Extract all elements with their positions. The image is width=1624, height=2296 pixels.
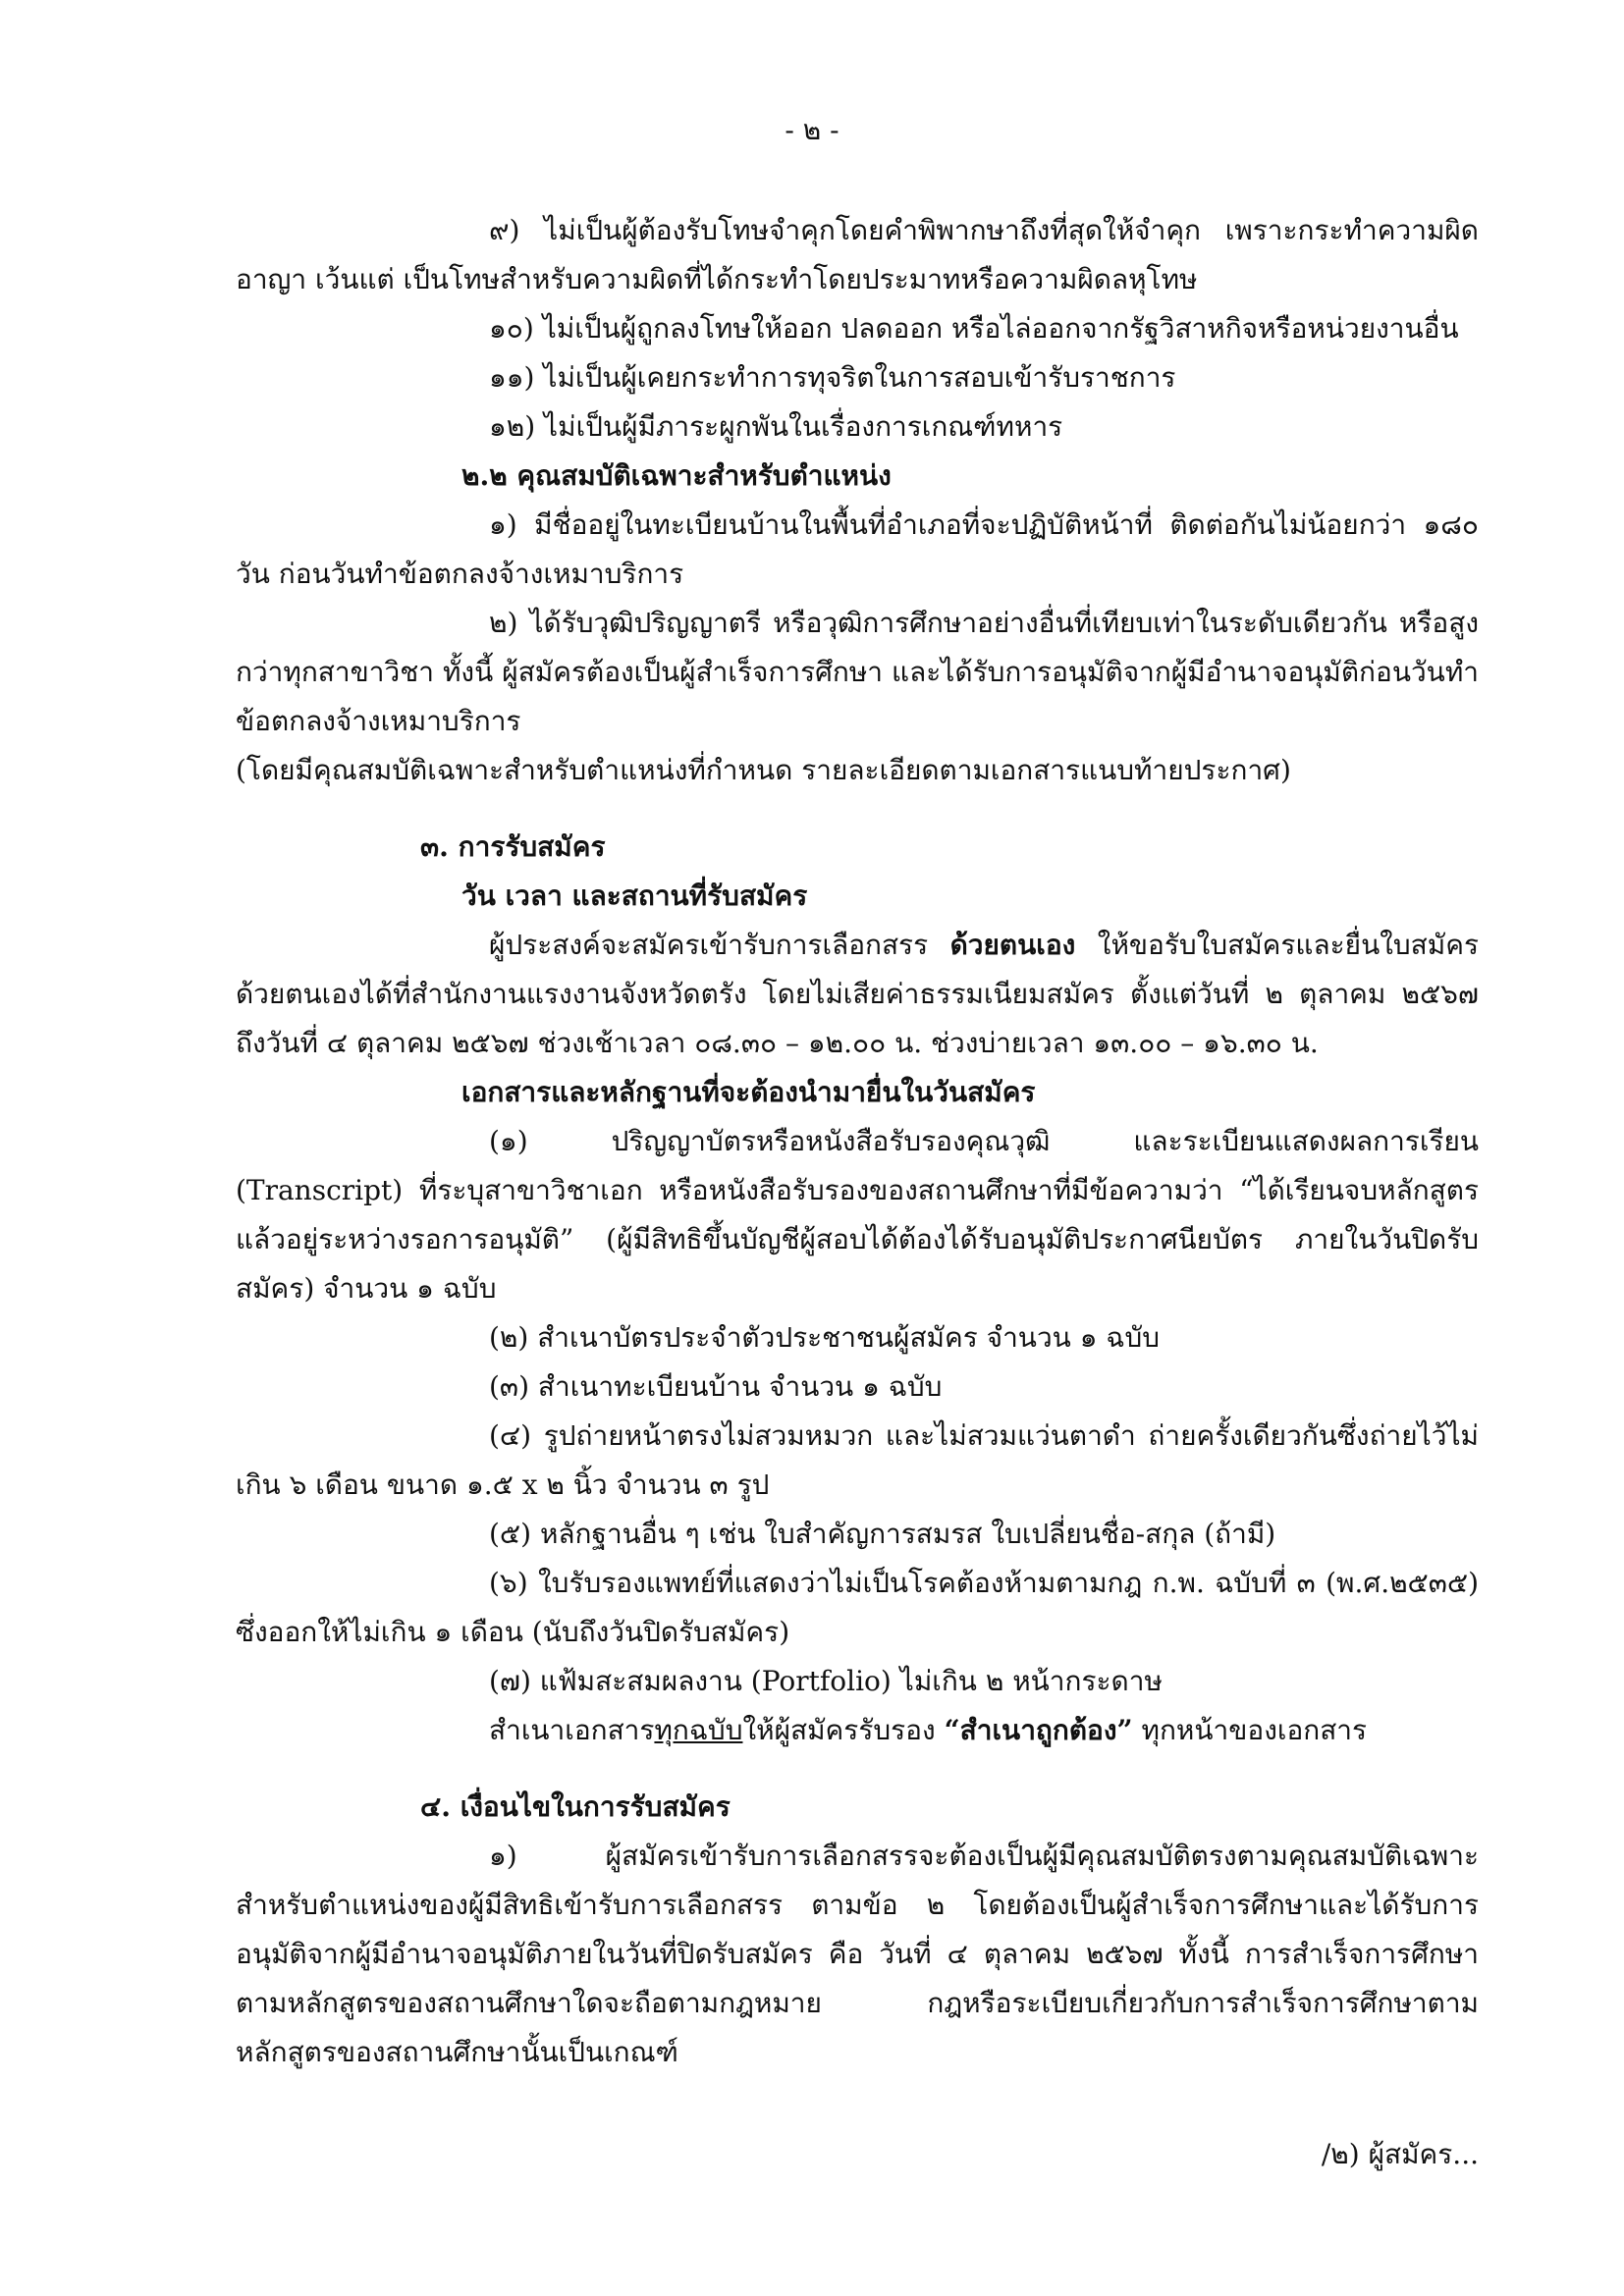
qualification-item-11: ๑๑) ไม่เป็นผู้เคยกระทำการทุจริตในการสอบเข้ารับราชการ <box>489 361 1176 394</box>
specific-qualification-1: ๑) มีชื่ออยู่ในทะเบียนบ้านในพื้นที่อำเภอที่จะปฏิบัติหน้าที่ ติดต่อกันไม่น้อยกว่า ๑๘๐ วัน ก่อนวันทำข้อตกลงจ้างเหมาบริการ <box>236 508 1479 590</box>
document-item-5: (๕) หลักฐานอื่น ๆ เช่น ใบสำคัญการสมรส ใบเปลี่ยนชื่อ-สกุล (ถ้ามี) <box>489 1518 1276 1550</box>
document-item-6: (๖) ใบรับรองแพทย์ที่แสดงว่าไม่เป็นโรคต้องห้ามตามกฎ ก.พ. ฉบับที่ ๓ (พ.ศ.๒๕๓๕) ซึ่งออกให้ไม่เกิน ๑ เดือน (นับถึงวันปิดรับสมัคร) <box>236 1567 1479 1648</box>
specific-qualification-2: ๒) ได้รับวุฒิปริญญาตรี หรือวุฒิการศึกษาอย่างอื่นที่เทียบเท่าในระดับเดียวกัน หรือสูงกว่าทุกสาขาวิชา ทั้งนี้ ผู้สมัครต้องเป็นผู้สำเร็จการศึกษา และได้รับการอนุมัติจากผู้มีอำนาจอนุมัติก่อนวันทำข้อตกลงจ้างเหมาบริการ <box>236 607 1479 737</box>
specific-qualification-note: (โดยมีคุณสมบัติเฉพาะสำหรับตำแหน่งที่กำหนด รายละเอียดตามเอกสารแนบท้ายประกาศ) <box>236 754 1291 786</box>
application-date-place-text: ผู้ประสงค์จะสมัครเข้ารับการเลือกสรร ด้วยตนเอง ให้ขอรับใบสมัครและยื่นใบสมัครด้วยตนเองได้ที่สำนักงานแรงงานจังหวัดตรัง โดยไม่เสียค่าธรรมเนียมสมัคร ตั้งแต่วันที่ ๒ ตุลาคม ๒๕๖๗ ถึงวันที่ ๔ ตุลาคม ๒๕๖๗ ช่วงเช้าเวลา ๐๘.๓๐ – ๑๒.๐๐ น. ช่วงบ่ายเวลา ๑๓.๐๐ – ๑๖.๓๐ น. <box>236 929 1479 1059</box>
document-item-2: (๒) สำเนาบัตรประจำตัวประชาชนผู้สมัคร จำนวน ๑ ฉบับ <box>489 1321 1161 1354</box>
certify-copies-note: สำเนาเอกสารทุกฉบับให้ผู้สมัครรับรอง “สำเนาถูกต้อง” ทุกหน้าของเอกสาร <box>489 1714 1368 1746</box>
document-body <box>236 206 1479 2077</box>
page-number: - ๒ - <box>785 114 839 146</box>
section-4-heading: ๔. เงื่อนไขในการรับสมัคร <box>420 1790 731 1823</box>
application-date-place-heading: วัน เวลา และสถานที่รับสมัคร <box>461 880 808 912</box>
section-2-2-heading: ๒.๒ คุณสมบัติเฉพาะสำหรับตำแหน่ง <box>461 459 892 492</box>
qualification-item-10: ๑๐) ไม่เป็นผู้ถูกลงโทษให้ออก ปลดออก หรือไล่ออกจากรัฐวิสาหกิจหรือหน่วยงานอื่น <box>489 312 1459 345</box>
continuation-marker: /๒) ผู้สมัคร... <box>1321 2138 1479 2170</box>
section-3-heading: ๓. การรับสมัคร <box>420 830 606 863</box>
document-item-7: (๗) แฟ้มสะสมผลงาน (Portfolio) ไม่เกิน ๒ หน้ากระดาษ <box>489 1665 1163 1697</box>
document-item-1: (๑) ปริญญาบัตรหรือหนังสือรับรองคุณวุฒิ และระเบียนแสดงผลการเรียน (Transcript) ที่ระบุสาขาวิชาเอก หรือหนังสือรับรองของสถานศึกษาที่มีข้อความว่า “ได้เรียนจบหลักสูตรแล้วอยู่ระหว่างรอการอนุมัติ” (ผู้มีสิทธิขึ้นบัญชีผู้สอบได้ต้องได้รับอนุมัติประกาศนียบัตร ภายในวันปิดรับสมัคร) จำนวน ๑ ฉบับ <box>236 1125 1479 1305</box>
qualification-item-9: ๙) ไม่เป็นผู้ต้องรับโทษจำคุกโดยคำพิพากษาถึงที่สุดให้จำคุก เพราะกระทำความผิดอาญา เว้นแต่ เป็นโทษสำหรับความผิดที่ได้กระทำโดยประมาทหรือความผิดลหุโทษ <box>236 214 1479 295</box>
condition-item-1: ๑) ผู้สมัครเข้ารับการเลือกสรรจะต้องเป็นผู้มีคุณสมบัติตรงตามคุณสมบัติเฉพาะสำหรับตำแหน่งของผู้มีสิทธิเข้ารับการเลือกสรร ตามข้อ ๒ โดยต้องเป็นผู้สำเร็จการศึกษาและได้รับการอนุมัติจากผู้มีอำนาจอนุมัติภายในวันที่ปิดรับสมัคร คือ วันที่ ๔ ตุลาคม ๒๕๖๗ ทั้งนี้ การสำเร็จการศึกษาตามหลักสูตรของสถานศึกษาใดจะถือตามกฎหมาย กฎหรือระเบียบเกี่ยวกับการสำเร็จการศึกษาตามหลักสูตรของสถานศึกษานั้นเป็นเกณฑ์ <box>236 1840 1479 2068</box>
document-item-4: (๔) รูปถ่ายหน้าตรงไม่สวมหมวก และไม่สวมแว่นตาดำ ถ่ายครั้งเดียวกันซึ่งถ่ายไว้ไม่เกิน ๖ เดือน ขนาด ๑.๕ x ๒ นิ้ว จำนวน ๓ รูป <box>236 1419 1479 1501</box>
document-item-3: (๓) สำเนาทะเบียนบ้าน จำนวน ๑ ฉบับ <box>489 1370 943 1403</box>
required-documents-heading: เอกสารและหลักฐานที่จะต้องนำมายื่นในวันสมัคร <box>461 1076 1036 1108</box>
qualification-item-12: ๑๒) ไม่เป็นผู้มีภาระผูกพันในเรื่องการเกณฑ์ทหาร <box>489 410 1063 443</box>
